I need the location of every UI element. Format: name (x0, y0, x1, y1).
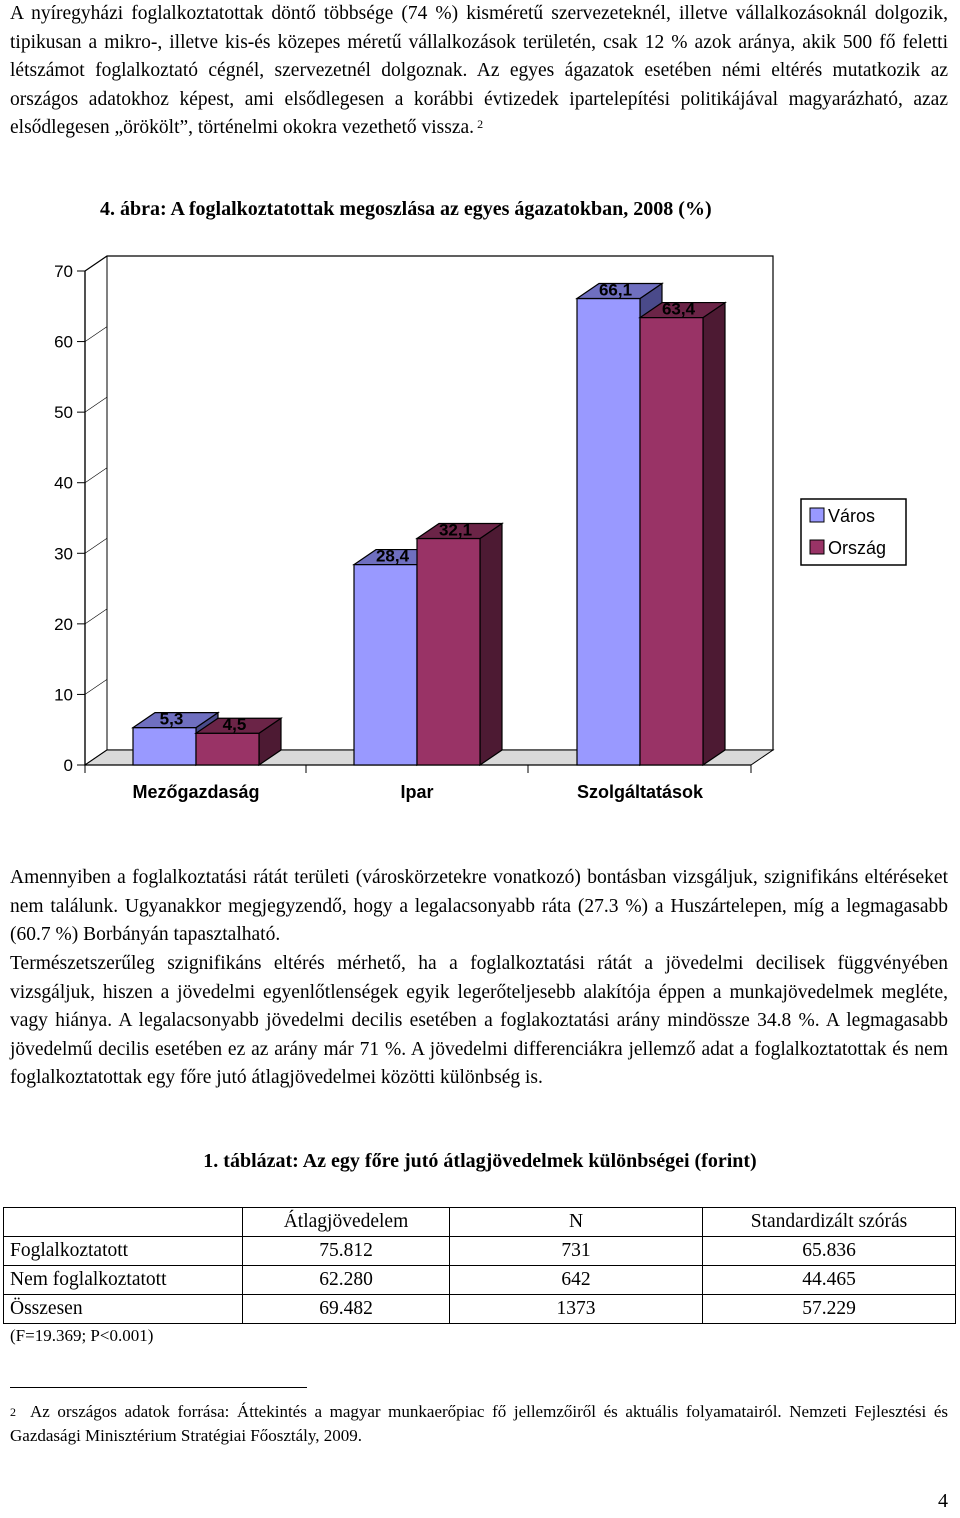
category-label: Mezőgazdaság (132, 782, 260, 802)
table-header-cell: Átlagjövedelem (243, 1208, 450, 1237)
footnote-text: Az országos adatok forrása: Áttekintés a magyar munkaerőpiac fő jellemzőiről és aktuális folyamatairól. Nemzeti Fejlesztési és Gazdasági Minisztérium Stratégiai Főosztály, 2009. (10, 1402, 948, 1445)
table-cell: 62.280 (243, 1266, 450, 1295)
data-label: 66,1 (598, 280, 633, 300)
legend-label: Ország (828, 538, 887, 558)
bar (133, 728, 196, 765)
footnote (10, 1400, 948, 1448)
bar-side (703, 303, 725, 765)
table-title: 1. táblázat: Az egy főre jutó átlagjövedelmek különbségei (forint) (203, 1150, 757, 1172)
bar (354, 565, 417, 765)
bar-side (480, 523, 502, 765)
intro-text: A nyíregyházi foglalkoztatottak döntő többsége (74 %) kisméretű szervezeteknél, illetve vállalkozásoknál dolgozik, tipikusan a mikro-, illetve kis-és közepes méretű vállalkozások területén, csak 12 % azok aránya, akik 500 fő feletti létszámot foglalkoztató cégnél, szervezetnél dolgoznak. Az egyes ágazatok esetében némi eltérés mutatkozik az országos adatokhoz képest, ami elsődlegesen a korábbi évtizedek ipartelepítési politikájával magyarázható, azaz elsődlegesen „örökölt”, történelmi okokra vezethető vissza. (10, 3, 948, 139)
bar (577, 299, 640, 765)
y-tick-label: 40 (54, 473, 73, 493)
bar (196, 733, 259, 765)
footnote-divider (10, 1387, 307, 1388)
figure-title: 4. ábra: A foglalkoztatottak megoszlása az egyes ágazatokban, 2008 (%) (100, 198, 712, 220)
sector-employment-chart (0, 240, 960, 820)
legend-swatch (810, 540, 824, 554)
y-tick-label: 50 (54, 403, 73, 423)
intro-paragraph (10, 0, 948, 143)
row-label: Foglalkoztatott (4, 1237, 243, 1266)
y-tick-label: 70 (54, 262, 73, 281)
legend-swatch (810, 508, 824, 522)
income-decile-paragraph: Természetszerűleg szignifikáns eltérés mérhető, ha a foglalkoztatási rátát a jövedelmi decilisek függvényében vizsgáljuk, hiszen a jövedelmi egyenlőtlenségek egyik legerőteljesebb alakítója éppen a munkajövedelmek megléte, vagy hiánya. A legalacsonyabb jövedelmi decilis esetében a foglakoztatási arány mindössze 34.8 %. A legmagasabb jövedelmű decilis esetében ez az arány már 71 %. A jövedelmi differenciákra jellemző adat a foglalkoztatottak és nem foglalkoztatottak egy főre jutó átlagjövedelmei közötti különbség is. (10, 953, 948, 1089)
data-label: 32,1 (438, 520, 473, 540)
table-stats-note: (F=19.369; P<0.001) (10, 1326, 154, 1345)
table-row (4, 1266, 956, 1295)
y-tick-label: 20 (54, 614, 73, 634)
y-tick-label: 0 (63, 756, 73, 775)
table-cell: 65.836 (703, 1237, 956, 1266)
table-header-cell: Standardizált szórás (703, 1208, 956, 1237)
income-table (3, 1207, 956, 1324)
legend-label: Város (828, 506, 876, 526)
area-breakdown-paragraph: Amennyiben a foglalkoztatási rátát területi (városkörzetekre vonatkozó) bontásban vizsgáljuk, szignifikáns eltéréseket nem találunk. Ugyanakkor megjegyzendő, hogy a legalacsonyabb ráta (27.3 %) a Huszártelepen, míg a legmagasabb (60.7 %) Borbányán tapasztalható. (10, 867, 948, 946)
y-tick-label: 10 (54, 685, 73, 705)
table-cell: 57.229 (703, 1295, 956, 1324)
table-cell: 1373 (450, 1295, 703, 1324)
table-row (4, 1237, 956, 1266)
y-tick-label: 60 (54, 332, 73, 352)
table-header-cell: N (450, 1208, 703, 1237)
page-number: 4 (938, 1490, 948, 1512)
table-row (4, 1295, 956, 1324)
table-cell: 44.465 (703, 1266, 956, 1295)
table-header-cell (4, 1208, 243, 1237)
footnote-number: 2 (10, 1405, 16, 1419)
bar (417, 538, 480, 765)
category-label: Szolgáltatások (576, 782, 704, 802)
data-label: 28,4 (375, 546, 410, 566)
y-tick-label: 30 (54, 544, 73, 564)
data-label: 63,4 (661, 299, 696, 319)
table-cell: 69.482 (243, 1295, 450, 1324)
category-label: Ipar (400, 782, 434, 802)
footnote-ref[interactable]: 2 (477, 117, 484, 132)
bar (640, 318, 703, 765)
row-label: Nem foglalkoztatott (4, 1266, 243, 1295)
table-header-row (4, 1208, 956, 1237)
table-cell: 75.812 (243, 1237, 450, 1266)
data-label: 5,3 (159, 709, 184, 729)
data-label: 4,5 (222, 715, 247, 735)
table-cell: 642 (450, 1266, 703, 1295)
row-label: Összesen (4, 1295, 243, 1324)
table-cell: 731 (450, 1237, 703, 1266)
